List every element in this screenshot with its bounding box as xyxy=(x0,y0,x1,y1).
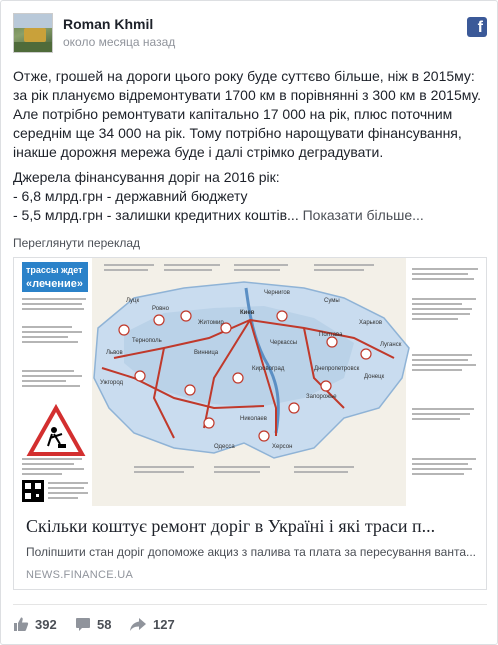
card-title[interactable]: Скільки коштує ремонт доріг в Україні і які траси п... xyxy=(26,516,436,536)
map-city-chernihiv: Чернигов xyxy=(264,290,290,296)
map-city-kropyvnytskyi: Кировоград xyxy=(252,366,285,372)
map-city-vinnytsia: Винница xyxy=(194,350,219,356)
map-city-uzhhorod: Ужгород xyxy=(100,380,124,386)
map-city-sumy: Сумы xyxy=(324,298,340,304)
comment-count: 58 xyxy=(97,616,112,632)
map-city-rivne: Ровно xyxy=(152,306,169,312)
see-translation-link[interactable]: Переглянути переклад xyxy=(13,236,141,250)
actions-divider xyxy=(13,604,487,605)
map-city-poltava: Полтава xyxy=(319,332,343,338)
see-more-link[interactable]: Показати більше... xyxy=(302,207,424,223)
author-name[interactable]: Roman Khmil xyxy=(63,16,154,32)
map-city-cherkasy: Черкассы xyxy=(270,340,298,346)
map-city-kharkiv: Харьков xyxy=(359,320,383,326)
map-city-donetsk: Донецк xyxy=(364,374,385,380)
qr-code-icon xyxy=(22,480,44,502)
map-city-kherson: Херсон xyxy=(272,444,293,450)
avatar-ground xyxy=(14,42,53,53)
map-city-kyiv: Киев xyxy=(240,310,255,316)
thumbs-up-icon xyxy=(13,616,29,632)
source-item-2-row xyxy=(13,206,487,225)
post-header xyxy=(13,13,487,55)
comment-icon xyxy=(75,616,91,632)
card-image-road-map[interactable] xyxy=(14,258,486,506)
facebook-logo-icon[interactable]: f xyxy=(467,17,487,37)
avatar-machine xyxy=(24,28,46,42)
map-headline-2: «лечение» xyxy=(26,278,83,290)
share-arrow-icon xyxy=(129,616,147,632)
share-count: 127 xyxy=(153,616,175,632)
link-preview-card[interactable] xyxy=(13,257,487,590)
map-city-zhytomyr: Житомир xyxy=(198,320,224,326)
post-actions-bar xyxy=(13,613,487,635)
avatar-sky xyxy=(14,14,53,28)
map-city-luhansk: Луганск xyxy=(380,342,402,348)
post-body xyxy=(13,67,487,225)
source-item-1: - 6,8 млрд.грн - державний бюджету xyxy=(13,188,248,204)
map-city-ternopil: Тернополь xyxy=(132,338,162,344)
sources-intro: Джерела фінансування доріг на 2016 рік: xyxy=(13,169,280,185)
map-city-lviv: Львов xyxy=(106,350,123,356)
road-map-illustration xyxy=(14,258,486,506)
map-city-mykolaiv: Николаев xyxy=(240,416,267,422)
card-description[interactable]: Поліпшити стан доріг допоможе акциз з палива та плата за пересування ванта... xyxy=(26,545,477,559)
post-sources xyxy=(13,168,487,225)
share-action[interactable] xyxy=(129,613,175,635)
like-action[interactable] xyxy=(13,613,57,635)
source-item-2: - 5,5 млрд.грн - залишки кредитних коштів... xyxy=(13,207,299,223)
post-paragraph: Отже, грошей на дороги цього року буде суттєво більше, ніж в 2015му: за рік плануємо відремонтувати 1700 км в порівнянні з 300 км в 2015му. Але потрібно ремонтувати капітально 17 000 на рік, плюс поточним середнім ще 34 000 на рік. Тому потрібно нарощувати фінансування, інакше дорожня мережа буде і далі стрімко деградувати. xyxy=(13,68,482,160)
post-timestamp[interactable]: около месяца назад xyxy=(63,35,176,49)
like-count: 392 xyxy=(35,616,57,632)
map-city-dnipro: Днепропетровск xyxy=(314,366,360,372)
map-city-lutsk: Луцк xyxy=(126,298,140,304)
map-headline-1: трассы ждет xyxy=(26,265,83,275)
map-city-odesa: Одесса xyxy=(214,444,235,450)
card-domain[interactable]: NEWS.FINANCE.UA xyxy=(26,569,134,581)
comment-action[interactable] xyxy=(75,613,111,635)
map-city-zaporizhzhia: Запорожье xyxy=(306,394,337,400)
author-avatar[interactable] xyxy=(13,13,53,53)
